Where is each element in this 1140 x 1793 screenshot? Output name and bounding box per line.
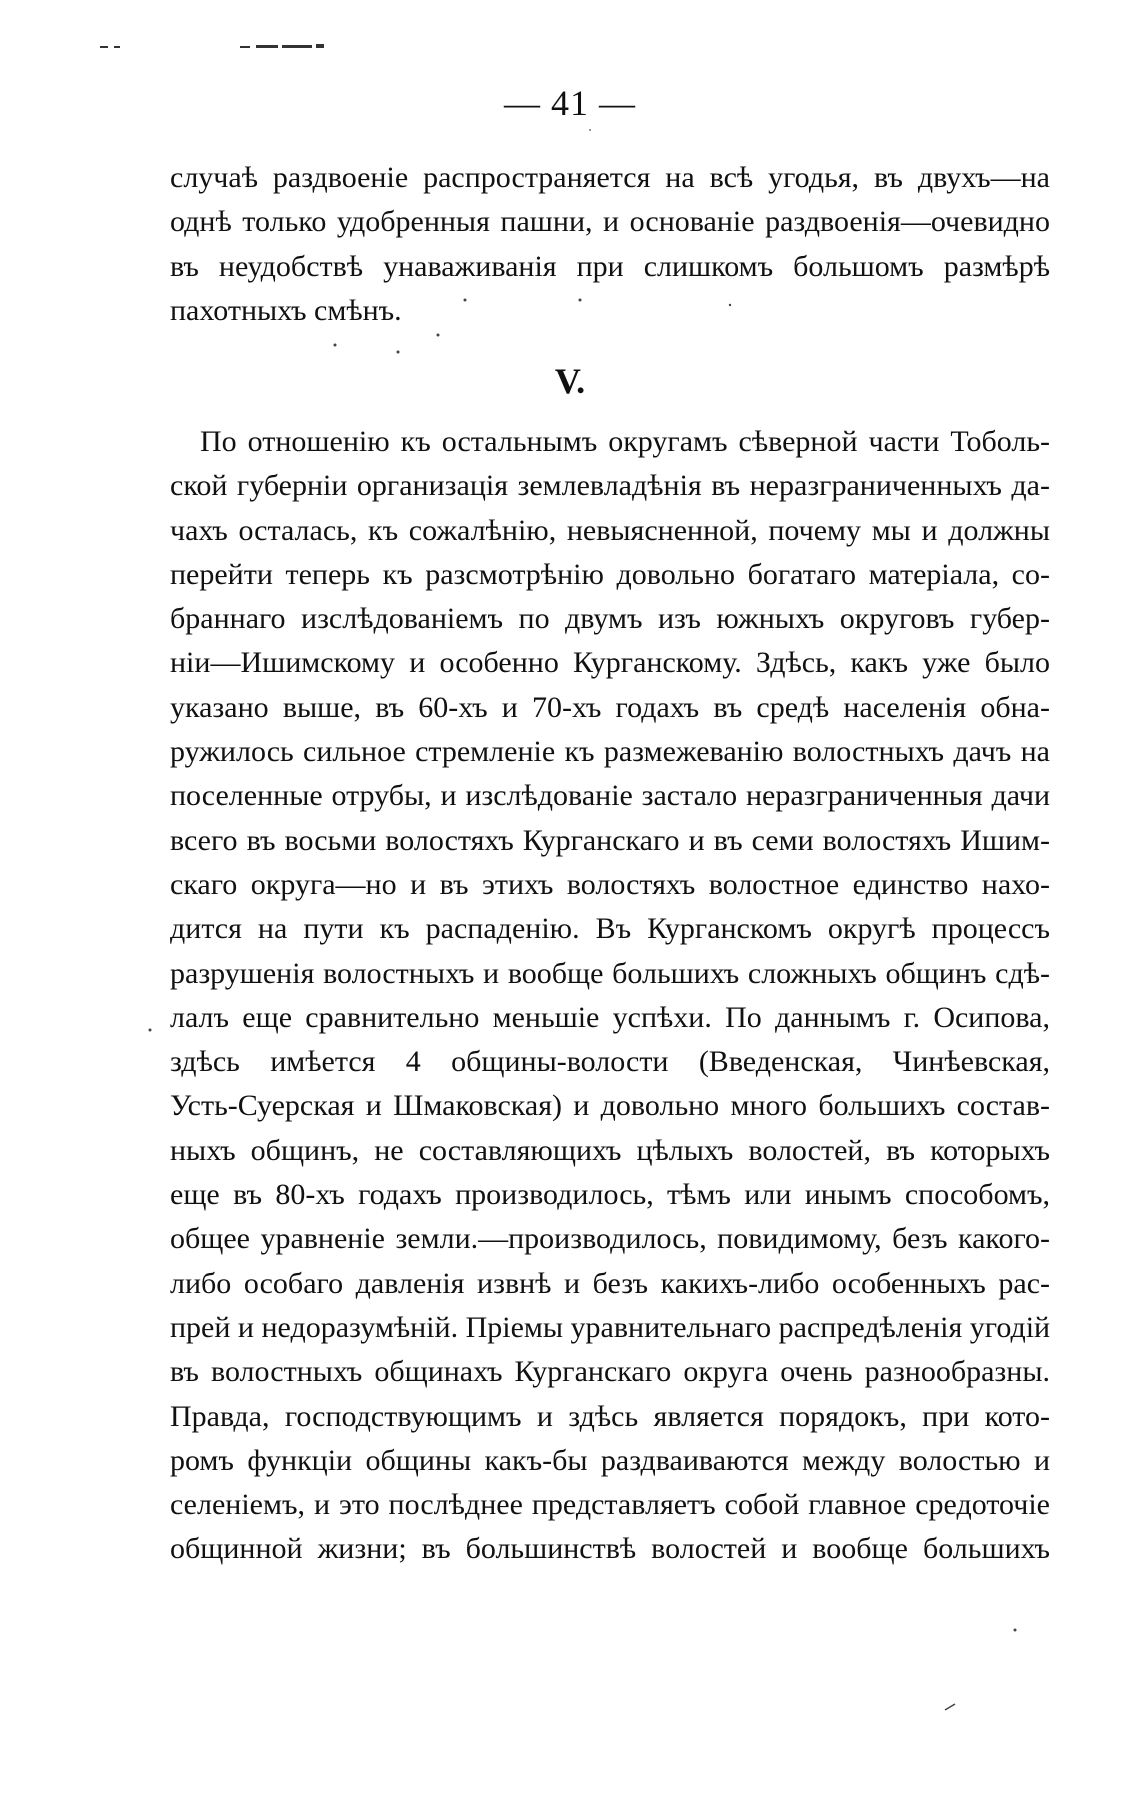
text-line: ружилось сильное стремленіе къ размежеванію волостныхъ дачъ на [170,735,1050,769]
text-line: прей и недоразумѣній. Пріемы уравнительнаго распредѣленія угодій [170,1310,1051,1344]
text-line: однѣ только удобренныя пашни, и основаніе раздвоенія—очевидно [170,205,1050,239]
text-line: ныхъ общинъ, не составляющихъ цѣлыхъ волостей, въ которыхъ [170,1133,1050,1167]
text-line: По отношенію къ остальнымъ округамъ сѣверной части Тоболь- [200,425,1050,458]
text-line: лалъ еще сравнительно меньшіе успѣхи. По даннымъ г. Осипова, [170,1000,1050,1034]
text-line: общее уравненіе земли.—производилось, повидимому, безъ какого- [170,1222,1050,1256]
text-line: въ волостныхъ общинахъ Курганскаго округа очень разнообразны. [170,1355,1050,1389]
text-line: ской губерніи организація землевладѣнія въ неразграниченныхъ да- [170,469,1050,503]
page-number: — 41 — [504,83,636,123]
text-line: разрушенія волостныхъ и вообще большихъ сложныхъ общинъ сдѣ- [170,956,1050,990]
text-line: указано выше, въ 60-хъ и 70-хъ годахъ въ средѣ населенія обна- [170,690,1050,724]
text-line: въ неудобствѣ унаваживанія при слишкомъ большомъ размѣрѣ [170,249,1050,283]
text-line: Усть-Суерская и Шмаковская) и довольно много большихъ состав- [170,1089,1050,1123]
text-line: ніи—Ишимскому и особенно Курганскому. Здѣсь, какъ уже было [170,646,1050,680]
text-line: чахъ осталась, къ сожалѣнію, невыясненной, почему мы и должны [170,513,1050,547]
text-line: браннаго изслѣдованіемъ по двумъ изъ южныхъ округовъ губер- [170,602,1050,636]
text-line: здѣсь имѣется 4 общины-волости (Введенская, Чинѣевская, [170,1045,1050,1079]
text-line: дится на пути къ распаденію. Въ Курганскомъ округѣ процессъ [170,912,1050,946]
text-line: всего въ восьми волостяхъ Курганскаго и въ семи волостяхъ Ишим- [170,823,1050,857]
section-heading: V. [554,361,586,401]
text-line: поселенные отрубы, и изслѣдованіе застало неразграниченныя дачи [170,779,1050,813]
text-line: скаго округа—но и въ этихъ волостяхъ волостное единство нахо- [170,867,1050,901]
text-line: селеніемъ, и это послѣднее представляетъ собой главное средоточіе [170,1488,1050,1522]
printing-specks [100,40,400,54]
paragraph-continuation [170,156,1050,333]
text-line: перейти теперь къ разсмотрѣнію довольно богатаго матеріала, со- [170,557,1050,591]
text-line: общинной жизни; въ большинствѣ волостей и вообще большихъ [170,1532,1050,1566]
text-line: пахотныхъ смѣнъ. [170,293,402,327]
text-line: случаѣ раздвоеніе распространяется на всѣ угодья, въ двухъ—на [170,161,1050,194]
text-line: ромъ функціи общины какъ-бы раздваиваются между волостью и [170,1443,1050,1477]
paragraph-section-v [170,420,1050,1572]
text-line: либо особаго давленія извнѣ и безъ какихъ-либо особенныхъ рас- [170,1266,1050,1300]
text-line: Правда, господствующимъ и здѣсь является порядокъ, при кото- [170,1399,1050,1433]
text-line: еще въ 80-хъ годахъ производилось, тѣмъ или инымъ способомъ, [170,1178,1050,1212]
